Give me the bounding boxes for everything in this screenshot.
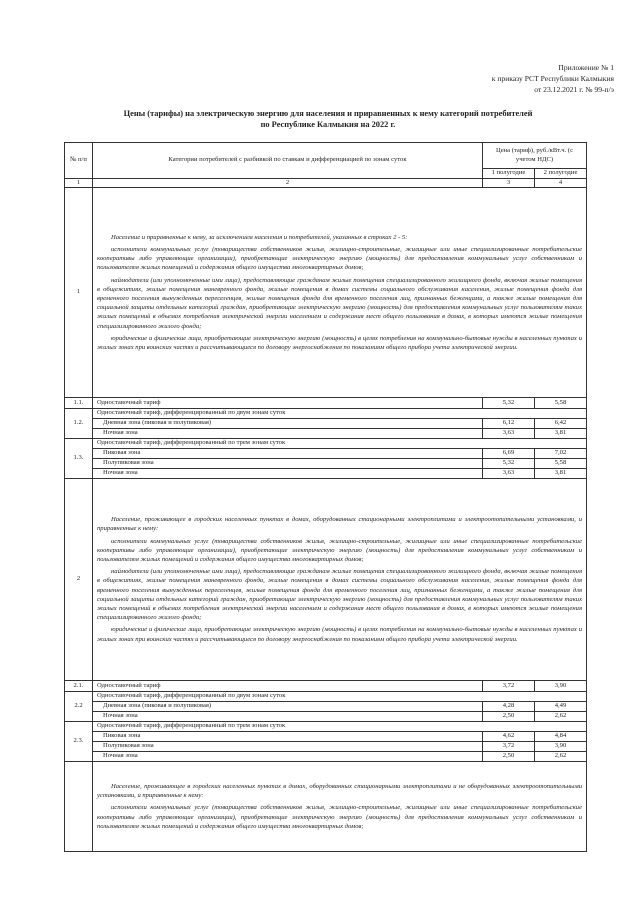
row-label: Ночная зона: [93, 712, 483, 722]
value-h2: 7,02: [535, 449, 587, 459]
colnum-4: 4: [535, 178, 587, 188]
section-3-description: [93, 762, 587, 852]
value-h2: 3,81: [535, 469, 587, 479]
table-row: [65, 459, 587, 469]
colnum-2: 2: [93, 178, 483, 188]
row-label: Пиковая зона: [93, 449, 483, 459]
value-h1: 2,50: [483, 712, 535, 722]
value-h2: 4,49: [535, 702, 587, 712]
colnum-1: 1: [65, 178, 93, 188]
section-3-row: [65, 762, 587, 852]
header-num: № п/п: [65, 143, 93, 179]
header-half-2: 2 полугодие: [535, 169, 587, 179]
row-label: Одноставочный тариф: [93, 681, 483, 692]
row-num: 2.2: [65, 692, 93, 722]
section-3-p1: Население, проживающее в городских населенных пунктах в домах, оборудованных стационарными электроплитами и не оборудованных электроотопительными установками, и приравненные к нему:: [97, 782, 583, 800]
value-h1: 3,63: [483, 429, 535, 439]
value-h1: 3,72: [483, 742, 535, 752]
row-label: Ночная зона: [93, 752, 483, 762]
section-2-p3: наймодатели (или уполномоченные ими лица), предоставляющие гражданам жилые помещения специализированного жилищного фонда, включая жилые помещения в общежитиях, жилые помещения маневренного фонда, жилые помещения в домах системы социального обслуживания населения, жилые помещения фонда для временного поселения вынужденных переселенцев, жилые помещения фонда для временного поселения лиц, признанных беженцами, а также жилые помещения для социальной защиты отдельных категорий граждан, приобретающие электрическую энергию (мощность) для предоставления коммунальных услуг пользователям таких жилых помещений в объемах потребления электрической энергии населением и содержания мест общего пользования в домах, в которых имеются жилые помещения специализированного жилого фонда;: [97, 568, 583, 622]
appendix-line-1: Приложение № 1: [558, 63, 614, 72]
value-h2: 3,90: [535, 681, 587, 692]
section-2-description: [93, 479, 587, 681]
value-h2: 2,62: [535, 752, 587, 762]
value-h1: 6,12: [483, 419, 535, 429]
table-row: [65, 681, 587, 692]
section-1-description: [93, 188, 587, 398]
row-label: Одноставочный тариф, дифференцированный по двум зонам суток: [93, 409, 587, 419]
value-h1: 3,63: [483, 469, 535, 479]
row-label: Пиковая зона: [93, 732, 483, 742]
table-row: [65, 429, 587, 439]
section-2-num: 2: [65, 479, 93, 681]
row-label: Одноставочный тариф, дифференцированный по двум зонам суток: [93, 692, 587, 702]
title-line-1: Цены (тарифы) на электрическую энергию для населения и приравненных к нему категорий потребителей: [123, 109, 533, 118]
table-row: [65, 712, 587, 722]
table-row: [65, 398, 587, 409]
row-num: 1.1.: [65, 398, 93, 409]
row-label: Дневная зона (пиковая и полупиковая): [93, 419, 483, 429]
section-1-row: [65, 188, 587, 398]
column-number-row: [65, 178, 587, 188]
value-h2: 3,90: [535, 742, 587, 752]
colnum-3: 3: [483, 178, 535, 188]
table-header-row: [65, 143, 587, 169]
value-h1: 5,32: [483, 459, 535, 469]
table-row: [65, 449, 587, 459]
section-2-p4: юридические и физические лица, приобретающие электрическую энергию (мощность) в целях потребления на коммунально-бытовые нужды в населенных пунктах и жилых зонах при воинских частях и рассчитывающиеся по договору энергоснабжения по показаниям общего прибора учета электрической энергии.: [97, 626, 583, 643]
title-line-2: по Республике Калмыкия на 2022 г.: [260, 120, 396, 129]
section-3-p2: исполнители коммунальных услуг (товарищества собственников жилья, жилищно-строительные, жилищные или иные специализированные потребительские кооперативы либо управляющие организации), приобретающие электрическую энергию (мощность) для предоставления коммунальных услуг собственникам и пользователям жилых помещений и содержания общего имущества многоквартирных домов;: [97, 804, 583, 830]
row-label: Полупиковая зона: [93, 742, 483, 752]
row-label: Одноставочный тариф, дифференцированный по трем зонам суток: [93, 439, 587, 449]
section-1-num: 1: [65, 188, 93, 398]
table-row: [65, 469, 587, 479]
value-h1: 3,72: [483, 681, 535, 692]
value-h2: 5,58: [535, 398, 587, 409]
table-row: [65, 409, 587, 419]
section-3-num: [65, 762, 93, 852]
document-title: [78, 108, 578, 130]
row-label: Одноставочный тариф, дифференцированный по трем зонам суток: [93, 722, 587, 732]
value-h2: 5,58: [535, 459, 587, 469]
section-2-row: [65, 479, 587, 681]
appendix-header: [492, 62, 614, 95]
table-row: [65, 732, 587, 742]
row-label: Ночная зона: [93, 429, 483, 439]
row-num: 2.1.: [65, 681, 93, 692]
table-row: [65, 419, 587, 429]
table-row: [65, 692, 587, 702]
table-row: [65, 742, 587, 752]
section-1-p4: юридические и физические лица, приобретающие электрическую энергию (мощность) в целях потребления на коммунально-бытовые нужды в населенных пунктах и жилых зонах при воинских частях и рассчитывающиеся по договору энергоснабжения по показаниям общего прибора учета электрической энергии.: [97, 334, 583, 352]
row-num: 2.3.: [65, 722, 93, 762]
value-h1: 2,50: [483, 752, 535, 762]
section-1-p2: исполнители коммунальных услуг (товарищества собственников жилья, жилищно-строительные, жилищные или иные специализированные потребительские кооперативы либо управляющие организации), приобретающие электрическую энергию (мощность) для предоставления коммунальных услуг собственникам и пользователям жилых помещений и содержания общего имущества многоквартирных домов;: [97, 245, 583, 272]
value-h1: 6,69: [483, 449, 535, 459]
section-2-p2: исполнители коммунальных услуг (товарищества собственников жилья, жилищно-строительные, жилищные или иные специализированные потребительские кооперативы либо управляющие организации), приобретающие электрическую энергию (мощность) для предоставления коммунальных услуг собственникам и пользователям жилых помещений и содержания общего имущества многоквартирных домов;: [97, 537, 583, 563]
header-half-1: 1 полугодие: [483, 169, 535, 179]
row-label: Ночная зона: [93, 469, 483, 479]
table-row: [65, 722, 587, 732]
value-h2: 4,84: [535, 732, 587, 742]
table-row: [65, 752, 587, 762]
value-h1: 5,32: [483, 398, 535, 409]
row-label: Полупиковая зона: [93, 459, 483, 469]
row-num: 1.2.: [65, 409, 93, 439]
value-h2: 6,42: [535, 419, 587, 429]
value-h2: 2,62: [535, 712, 587, 722]
tariff-table: [64, 142, 587, 852]
header-category: Категории потребителей с разбивкой по ставкам и дифференциацией по зонам суток: [93, 143, 483, 179]
row-label: Дневная зона (пиковая и полупиковая): [93, 702, 483, 712]
section-1-p1: Население и приравненные к нему, за исключением населения и потребителей, указанных в строках 2 - 5:: [111, 233, 408, 241]
row-label: Одноставочный тариф: [93, 398, 483, 409]
appendix-line-3: от 23.12.2021 г. № 99-п/э: [534, 85, 614, 94]
section-1-p3: наймодатели (или уполномоченные ими лица), предоставляющие гражданам жилые помещения специализированного жилищного фонда, включая жилые помещения в общежитиях, жилые помещения маневренного фонда, жилые помещения в домах системы социального обслуживания населения, жилые помещения фонда для временного поселения вынужденных переселенцев, жилые помещения фонда для временного поселения лиц, признанных беженцами, а также жилые помещения для социальной защиты отдельных категорий граждан, приобретающие электрическую энергию (мощность) для предоставления коммунальных услуг пользователям таких жилых помещений в объемах потребления электрической энергии населением и содержания мест общего пользования в домах, в которых имеются жилые помещения специализированного жилого фонда;: [97, 276, 583, 330]
table-row: [65, 439, 587, 449]
value-h1: 4,28: [483, 702, 535, 712]
appendix-line-2: к приказу РСТ Республики Калмыкия: [491, 74, 614, 83]
section-2-p1: Население, проживающее в городских населенных пунктах в домах, оборудованных стационарными электроплитами и электроотопительными установками, и приравненные к нему:: [97, 516, 583, 533]
value-h1: 4,62: [483, 732, 535, 742]
value-h2: 3,81: [535, 429, 587, 439]
table-row: [65, 702, 587, 712]
header-price: Цена (тариф), руб./кВт.ч. (с учетом НДС): [483, 143, 587, 169]
row-num: 1.3.: [65, 439, 93, 479]
